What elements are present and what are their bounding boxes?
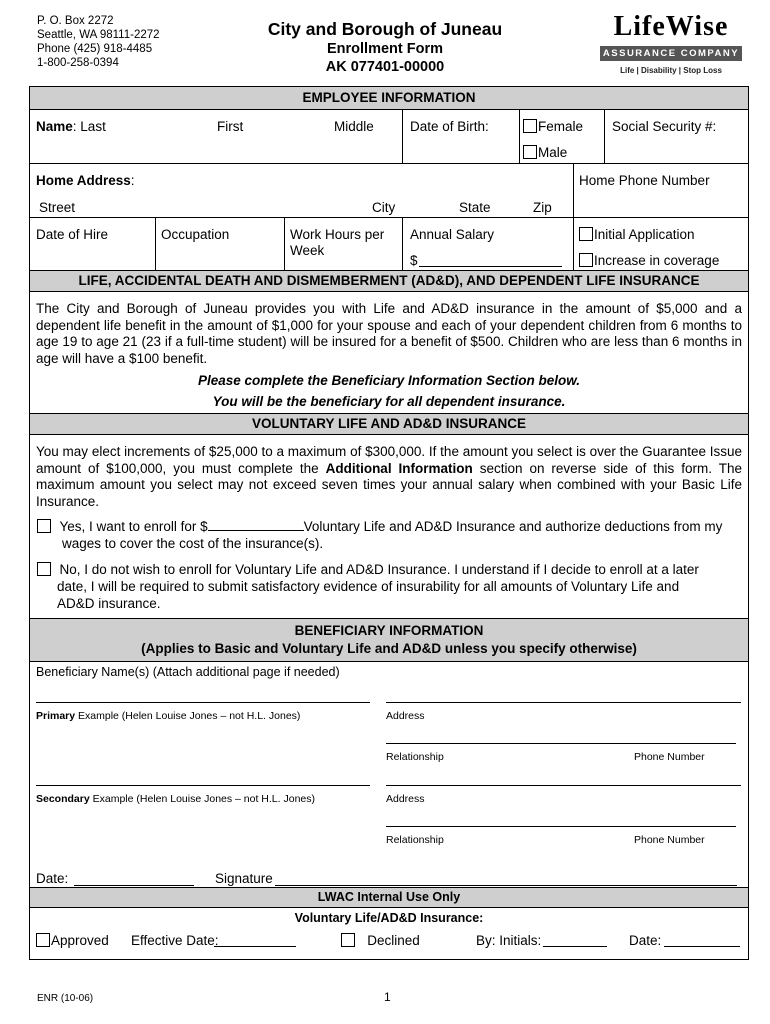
primary-name-line[interactable] [36, 702, 370, 703]
initials-line[interactable] [543, 946, 607, 947]
page-number: 1 [384, 990, 391, 1004]
checkbox-icon[interactable] [37, 519, 51, 533]
signature-line[interactable] [275, 885, 737, 886]
primary-label: Primary Example (Helen Louise Jones – not H.L. Jones) [36, 710, 301, 722]
form-title-block [230, 18, 540, 76]
beneficiary-heading-2: (Applies to Basic and Voluntary Life and AD&D unless you specify otherwise) [141, 641, 637, 656]
zip-label: Zip [533, 200, 552, 215]
address-line: Phone (425) 918-4485 [37, 43, 153, 55]
enroll-no-cont2: AD&D insurance. [57, 596, 161, 611]
policy-number: AK 077401-00000 [325, 59, 445, 75]
dependent-note: You will be the beneficiary for all dependent insurance. [212, 394, 566, 409]
primary-address-line[interactable] [386, 702, 741, 703]
state-label: State [459, 200, 491, 215]
checkbox-icon[interactable] [579, 227, 593, 241]
first-name-field[interactable]: First [217, 119, 244, 134]
annual-salary-label: Annual Salary [410, 227, 495, 242]
lifewise-logo [600, 12, 742, 75]
date-of-hire-field[interactable]: Date of Hire [36, 227, 109, 242]
female-checkbox[interactable]: Female [523, 119, 583, 135]
logo-company: ASSURANCE COMPANY [600, 46, 742, 61]
secondary-label: Secondary Example (Helen Louise Jones – not H.L. Jones) [36, 793, 315, 805]
occupation-field[interactable]: Occupation [161, 227, 230, 242]
checkbox-icon[interactable] [523, 119, 537, 133]
form-subtitle: Enrollment Form [326, 41, 443, 57]
middle-name-field[interactable]: Middle [334, 119, 374, 134]
checkbox-icon[interactable] [579, 253, 593, 267]
effective-date-label: Effective Date: [131, 933, 219, 948]
internal-use-heading: LWAC Internal Use Only [30, 887, 748, 908]
enroll-no-cont1: date, I will be required to submit satisfactory evidence of insurability for all amounts of Voluntary Life and [57, 579, 680, 594]
date-label: Date: [36, 871, 69, 886]
secondary-address-line[interactable] [386, 785, 741, 786]
signature-label: Signature [215, 871, 273, 886]
secondary-relationship-label: Relationship [386, 834, 444, 846]
insurer-address [37, 14, 160, 70]
logo-tagline: Life | Disability | Stop Loss [620, 66, 722, 75]
primary-relationship-line[interactable] [386, 743, 736, 744]
male-checkbox[interactable]: Male [523, 145, 567, 161]
approved-checkbox[interactable]: Approved [36, 933, 109, 949]
voluntary-paragraph: You may elect increments of $25,000 to a maximum of $300,000. If the amount you select is over the Guarantee Issue amount of $100,000, you must complete the Additional Information section on reverse side of this form. The maximum amount you select may not exceed seven times your annual salary when combined with your Basic Life Insurance. [36, 444, 742, 509]
beneficiary-names-label: Beneficiary Name(s) (Attach additional page if needed) [36, 665, 340, 679]
secondary-relationship-line[interactable] [386, 826, 736, 827]
city-label: City [372, 200, 396, 215]
primary-relationship-label: Relationship [386, 751, 444, 763]
enroll-yes-cont: wages to cover the cost of the insurance(s). [62, 536, 324, 551]
form-title: City and Borough of Juneau [267, 19, 503, 39]
home-phone-field[interactable]: Home Phone Number [579, 173, 710, 188]
effective-date-line[interactable] [214, 946, 296, 947]
form-code: ENR (10-06) [37, 993, 94, 1004]
address-line: P. O. Box 2272 [37, 15, 114, 27]
internal-date-label: Date: [629, 933, 662, 948]
life-add-heading: LIFE, ACCIDENTAL DEATH AND DISMEMBERMENT (AD&D), AND DEPENDENT LIFE INSURANCE [30, 270, 748, 292]
voluntary-heading: VOLUNTARY LIFE AND AD&D INSURANCE [30, 413, 748, 435]
secondary-name-line[interactable] [36, 785, 370, 786]
initial-application-checkbox[interactable]: Initial Application [579, 227, 695, 243]
work-hours-field[interactable]: Work Hours per Week [290, 227, 385, 258]
ssn-field[interactable]: Social Security #: [612, 119, 717, 134]
checkbox-icon[interactable] [36, 933, 50, 947]
date-line[interactable] [74, 885, 194, 886]
employee-info-heading: EMPLOYEE INFORMATION [30, 86, 748, 110]
address-line: 1-800-258-0394 [37, 57, 119, 69]
address-line: Seattle, WA 98111-2272 [37, 29, 160, 41]
amount-blank[interactable] [208, 519, 304, 531]
enroll-yes-option[interactable]: Yes, I want to enroll for $ Voluntary Life and AD&D Insurance and authorize deductions from my [37, 519, 745, 535]
primary-phone-label: Phone Number [634, 751, 705, 763]
salary-input-line[interactable] [419, 266, 562, 267]
checkbox-icon[interactable] [341, 933, 355, 947]
enrollment-form [29, 86, 749, 960]
increase-coverage-checkbox[interactable]: Increase in coverage [579, 253, 719, 269]
primary-address-label: Address [386, 710, 425, 722]
initials-label: By: Initials: [476, 933, 542, 948]
beneficiary-heading-1: BENEFICIARY INFORMATION [294, 623, 484, 638]
secondary-address-label: Address [386, 793, 425, 805]
checkbox-icon[interactable] [523, 145, 537, 159]
internal-date-line[interactable] [664, 946, 740, 947]
enroll-no-option[interactable]: No, I do not wish to enroll for Voluntary Life and AD&D Insurance. I understand if I decide to enroll at a later [37, 562, 745, 578]
beneficiary-heading [30, 618, 748, 662]
life-paragraph: The City and Borough of Juneau provides you with Life and AD&D insurance in the amount of $5,000 and a dependent life benefit in the amount of $1,000 for your spouse and each of your dependent children from 6 months to age 19 to age 21 (23 if a full-time student) will be insured for a benefit of $500. Children who are less than 6 months in age will have a $100 benefit. [36, 301, 742, 366]
logo-wordmark: LifeWise [613, 11, 729, 42]
beneficiary-note: Please complete the Beneficiary Information Section below. [197, 373, 581, 388]
declined-checkbox[interactable]: Declined [341, 933, 420, 949]
secondary-phone-label: Phone Number [634, 834, 705, 846]
home-address-field[interactable]: Home Address: [36, 173, 135, 188]
salary-dollar-sign: $ [410, 253, 418, 268]
name-field[interactable]: Name: Last [36, 119, 106, 134]
checkbox-icon[interactable] [37, 562, 51, 576]
dob-field[interactable]: Date of Birth: [410, 119, 489, 134]
internal-subheading: Voluntary Life/AD&D Insurance: [294, 911, 484, 925]
street-label: Street [39, 200, 76, 215]
